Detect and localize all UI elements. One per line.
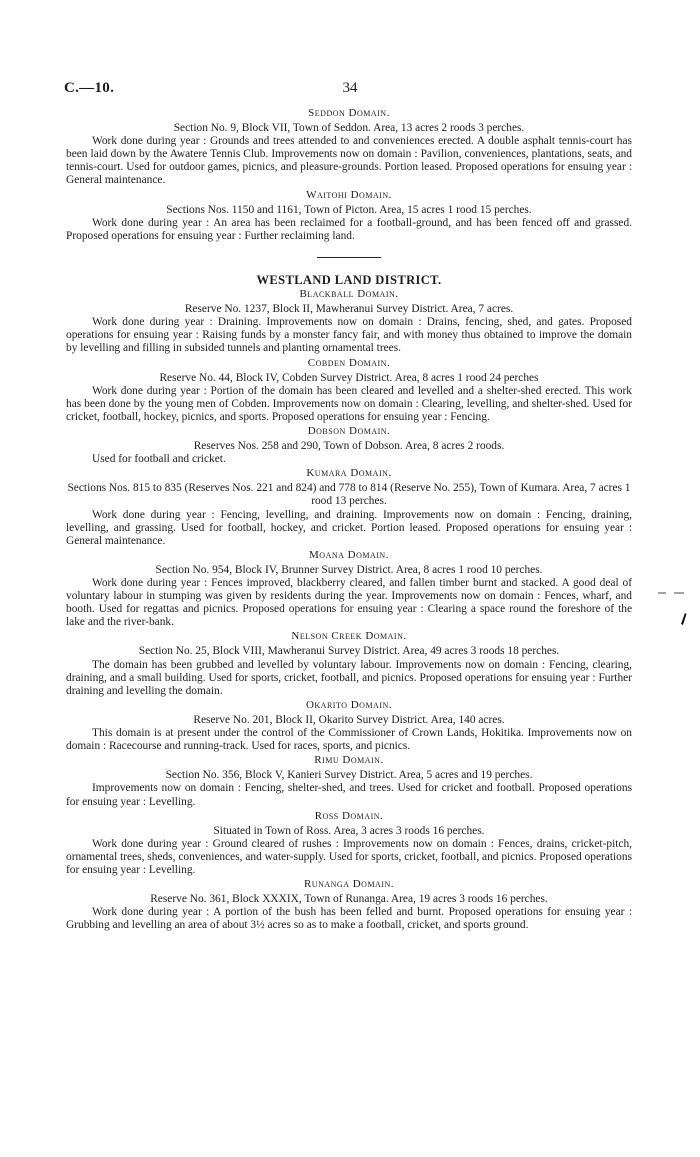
scan-mark-dash	[656, 591, 686, 595]
domain-subtitle: Situated in Town of Ross. Area, 3 acres 3 roods 16 perches.	[213, 824, 485, 837]
section-divider	[317, 257, 381, 258]
domain-subtitle: Sections Nos. 1150 and 1161, Town of Picton. Area, 15 acres 1 rood 15 perches.	[166, 203, 532, 216]
domain-subtitle: Reserve No. 1237, Block II, Mawheranui Survey District. Area, 7 acres.	[184, 303, 514, 316]
domain-paragraph: The domain has been grubbed and levelled by voluntary labour. Improvements now on domain : Fencing, clearing, draining, and a small building. Used for sports, cricket, football, and picnics. Proposed operations for ensuing year : Further draining and levelling the domain.	[66, 658, 632, 697]
domain-paragraph: Work done during year : Fences improved, blackberry cleared, and fallen timber burnt and stacked. A good deal of voluntary labour in stumping was given by residents during the year. Improvements now on domain : Fences, wharf, and booth. Used for regattas and picnics. Proposed operations for ensuing year : Clearing a space round the foreshore of the lake and the river-bank.	[66, 577, 632, 629]
domain-subtitle: Reserve No. 201, Block II, Okarito Survey District. Area, 140 acres.	[193, 713, 505, 726]
domain-title: Rimu Domain.	[314, 754, 384, 767]
domain-subtitle: Sections Nos. 815 to 835 (Reserves Nos. 221 and 824) and 778 to 814 (Reserve No. 255), Town of Kumara. Area, 7 acres 1 rood 13 perches.	[67, 482, 631, 508]
domain-title: Cobden Domain.	[307, 356, 391, 369]
scan-mark-ink	[680, 612, 687, 626]
domain-subtitle: Reserve No. 44, Block IV, Cobden Survey District. Area, 8 acres 1 rood 24 perches	[159, 371, 539, 384]
domain-paragraph: Work done during year : Grounds and trees attended to and conveniences erected. A double asphalt tennis-court has been laid down by the Awatere Tennis Club. Improvements now on domain : Pavilion, conveniences, plantations, seats, and tennis-court. Used for outdoor games, picnics, and pleasure-grounds. Portion leased. Proposed operations for ensuing year : General maintenance.	[66, 135, 632, 187]
page-body	[66, 106, 632, 932]
domain-title: Ross Domain.	[314, 809, 384, 822]
domain-title: Blackball Domain.	[299, 288, 399, 301]
domain-paragraph: Work done during year : A portion of the bush has been felled and burnt. Proposed operations for ensuing year : Grubbing and levelling an area of about 3½ acres so as to make a football, cricket, and sports ground.	[66, 906, 632, 932]
domain-subtitle: Section No. 356, Block V, Kanieri Survey District. Area, 5 acres and 19 perches.	[165, 769, 533, 782]
domain-subtitle: Section No. 25, Block VIII, Mawheranui Survey District. Area, 49 acres 3 roods 18 perches.	[138, 645, 560, 658]
domain-title: Okarito Domain.	[305, 698, 393, 711]
domain-title: Nelson Creek Domain.	[291, 630, 407, 643]
domain-title: Moana Domain.	[309, 548, 389, 561]
domain-paragraph: Work done during year : Ground cleared of rushes : Improvements now on domain : Fences, drains, cricket-pitch, ornamental trees, sheds, conveniences, and water-supply. Used for sports, cricket, football, and picnics. Proposed operations for ensuing year : Levelling.	[66, 837, 632, 876]
domain-paragraph: Work done during year : Portion of the domain has been cleared and levelled and a shelter-shed erected. This work has been done by the young men of Cobden. Improvements now on domain : Clearing, levelling, and shelter-shed. Used for cricket, football, hockey, picnics, and sports. Proposed operations for ensuing year : Fencing.	[66, 384, 632, 423]
domain-title: Seddon Domain.	[308, 107, 390, 119]
domain-subtitle: Reserve No. 361, Block XXXIX, Town of Runanga. Area, 19 acres 3 roods 16 perches.	[150, 893, 548, 906]
domain-paragraph: Work done during year : An area has been reclaimed for a football-ground, and has been fenced off and grassed. Proposed operations for ensuing year : Further reclaiming land.	[66, 216, 632, 242]
domain-paragraph: Improvements now on domain : Fencing, shelter-shed, and trees. Used for cricket and football. Proposed operations for ensuing year : Levelling.	[66, 782, 632, 808]
district-heading: WESTLAND LAND DISTRICT.	[256, 272, 442, 287]
report-code: C.—10.	[64, 80, 115, 96]
domain-title: Waitohi Domain.	[306, 188, 392, 201]
domain-paragraph: Work done during year : Draining. Improvements now on domain : Drains, fencing, shed, and gates. Proposed operations for ensuing year : Raising funds by a monster fancy fair, and with money thus obtained to improve the domain by levelling and filling in subsided tunnels and planting ornamental trees.	[66, 316, 632, 355]
page-number: 34	[342, 80, 358, 96]
domain-paragraph: This domain is at present under the control of the Commissioner of Crown Lands, Hokitika. Improvements now on domain : Racecourse and running-track. Used for races, sports, and picnics.	[66, 727, 632, 753]
domain-paragraph: Used for football and cricket.	[92, 453, 226, 466]
domain-paragraph: Work done during year : Fencing, levelling, and draining. Improvements now on domain : Fencing, draining, levelling, and grassing. Used for football, hockey, and cricket. Portion leased. Proposed operations for ensuing year : General maintenance.	[66, 508, 632, 547]
domain-title: Runanga Domain.	[303, 878, 395, 891]
domain-subtitle: Section No. 9, Block VII, Town of Seddon. Area, 13 acres 2 roods 3 perches.	[173, 122, 525, 135]
domain-subtitle: Reserves Nos. 258 and 290, Town of Dobson. Area, 8 acres 2 roods.	[193, 440, 505, 453]
domain-title: Kumara Domain.	[306, 467, 392, 480]
domain-subtitle: Section No. 954, Block IV, Brunner Survey District. Area, 8 acres 1 rood 10 perches.	[155, 563, 543, 576]
domain-title: Dobson Domain.	[307, 424, 391, 437]
